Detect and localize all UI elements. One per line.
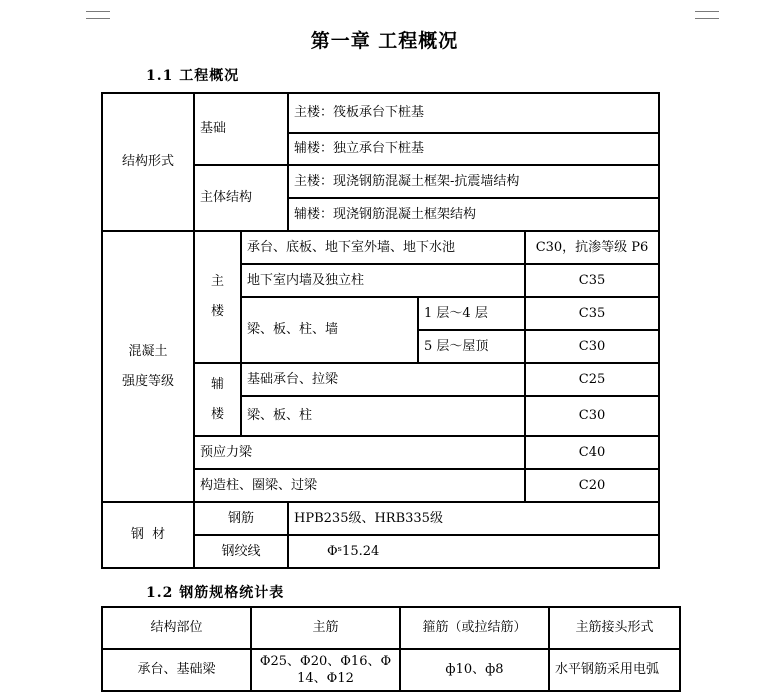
concrete-aux-row1-part: 基础承台、拉梁 [241,363,525,396]
corner-mark-left [86,8,110,20]
foundation-label: 基础 [194,93,288,165]
foundation-aux: 辅楼：独立承台下桩基 [288,133,659,165]
concrete-main-row1-grade: C30，抗渗等级 P6 [525,231,659,264]
section-heading-rebar-stats: 1.2 钢筋规格统计表 [146,585,285,601]
row-structure-part: 承台、基础梁 [102,649,251,691]
header-main-bar: 主筋 [251,607,400,649]
concrete-main-row1-part: 承台、底板、地下室外墙、地下水池 [241,231,525,264]
misc-members-grade: C20 [525,469,659,502]
concrete-main-row2-part: 地下室内墙及独立柱 [241,264,525,297]
foundation-main: 主楼：筏板承台下桩基 [288,93,659,133]
strand-value: Φˢ15.24 [288,535,659,568]
concrete-aux-row2-part: 梁、板、柱 [241,396,525,436]
header-stirrup: 箍筋（或拉结筋） [400,607,549,649]
steel-label: 钢 材 [102,502,194,568]
rebar-label: 钢筋 [194,502,288,535]
misc-members-label: 构造柱、圈梁、过梁 [194,469,525,502]
table-row [102,649,680,691]
main-building-label: 主楼 [194,231,241,363]
row-stirrup: ф10、ф8 [400,649,549,691]
concrete-grade-label [102,231,194,502]
strand-label: 钢绞线 [194,535,288,568]
aux-building-label: 辅楼 [194,363,241,436]
corner-mark-right [695,8,719,20]
concrete-floor-range-b: 5 层～屋顶 [418,330,525,363]
main-structure-aux: 辅楼：现浇钢筋混凝土框架结构 [288,198,659,231]
chapter-title: 第一章 工程概况 [310,30,459,52]
main-structure-main: 主楼：现浇钢筋混凝土框架-抗震墙结构 [288,165,659,198]
header-joint-type: 主筋接头形式 [549,607,680,649]
prestressed-beam-grade: C40 [525,436,659,469]
concrete-main-row3-part: 梁、板、柱、墙 [241,297,418,363]
concrete-label-line1: 混凝土 [128,343,168,359]
section-heading-overview: 1.1 工程概况 [146,68,240,84]
concrete-aux-row2-grade: C30 [525,396,659,436]
row-main-bar: Φ25、Φ20、Φ16、Φ 14、Φ12 [251,649,400,691]
concrete-aux-row1-grade: C25 [525,363,659,396]
header-structure-part: 结构部位 [102,607,251,649]
concrete-label-line2: 强度等级 [121,373,174,389]
main-structure-label: 主体结构 [194,165,288,231]
rebar-spec-table [101,606,681,692]
concrete-floor-grade-a: C35 [525,297,659,330]
concrete-main-row2-grade: C35 [525,264,659,297]
prestressed-beam-label: 预应力梁 [194,436,525,469]
concrete-floor-grade-b: C30 [525,330,659,363]
concrete-floor-range-a: 1 层～4 层 [418,297,525,330]
overview-table [101,92,660,569]
rebar-value: HPB235级、HRB335级 [288,502,659,535]
row-joint-type: 水平钢筋采用电弧 [549,649,680,691]
structure-form-label: 结构形式 [102,93,194,231]
